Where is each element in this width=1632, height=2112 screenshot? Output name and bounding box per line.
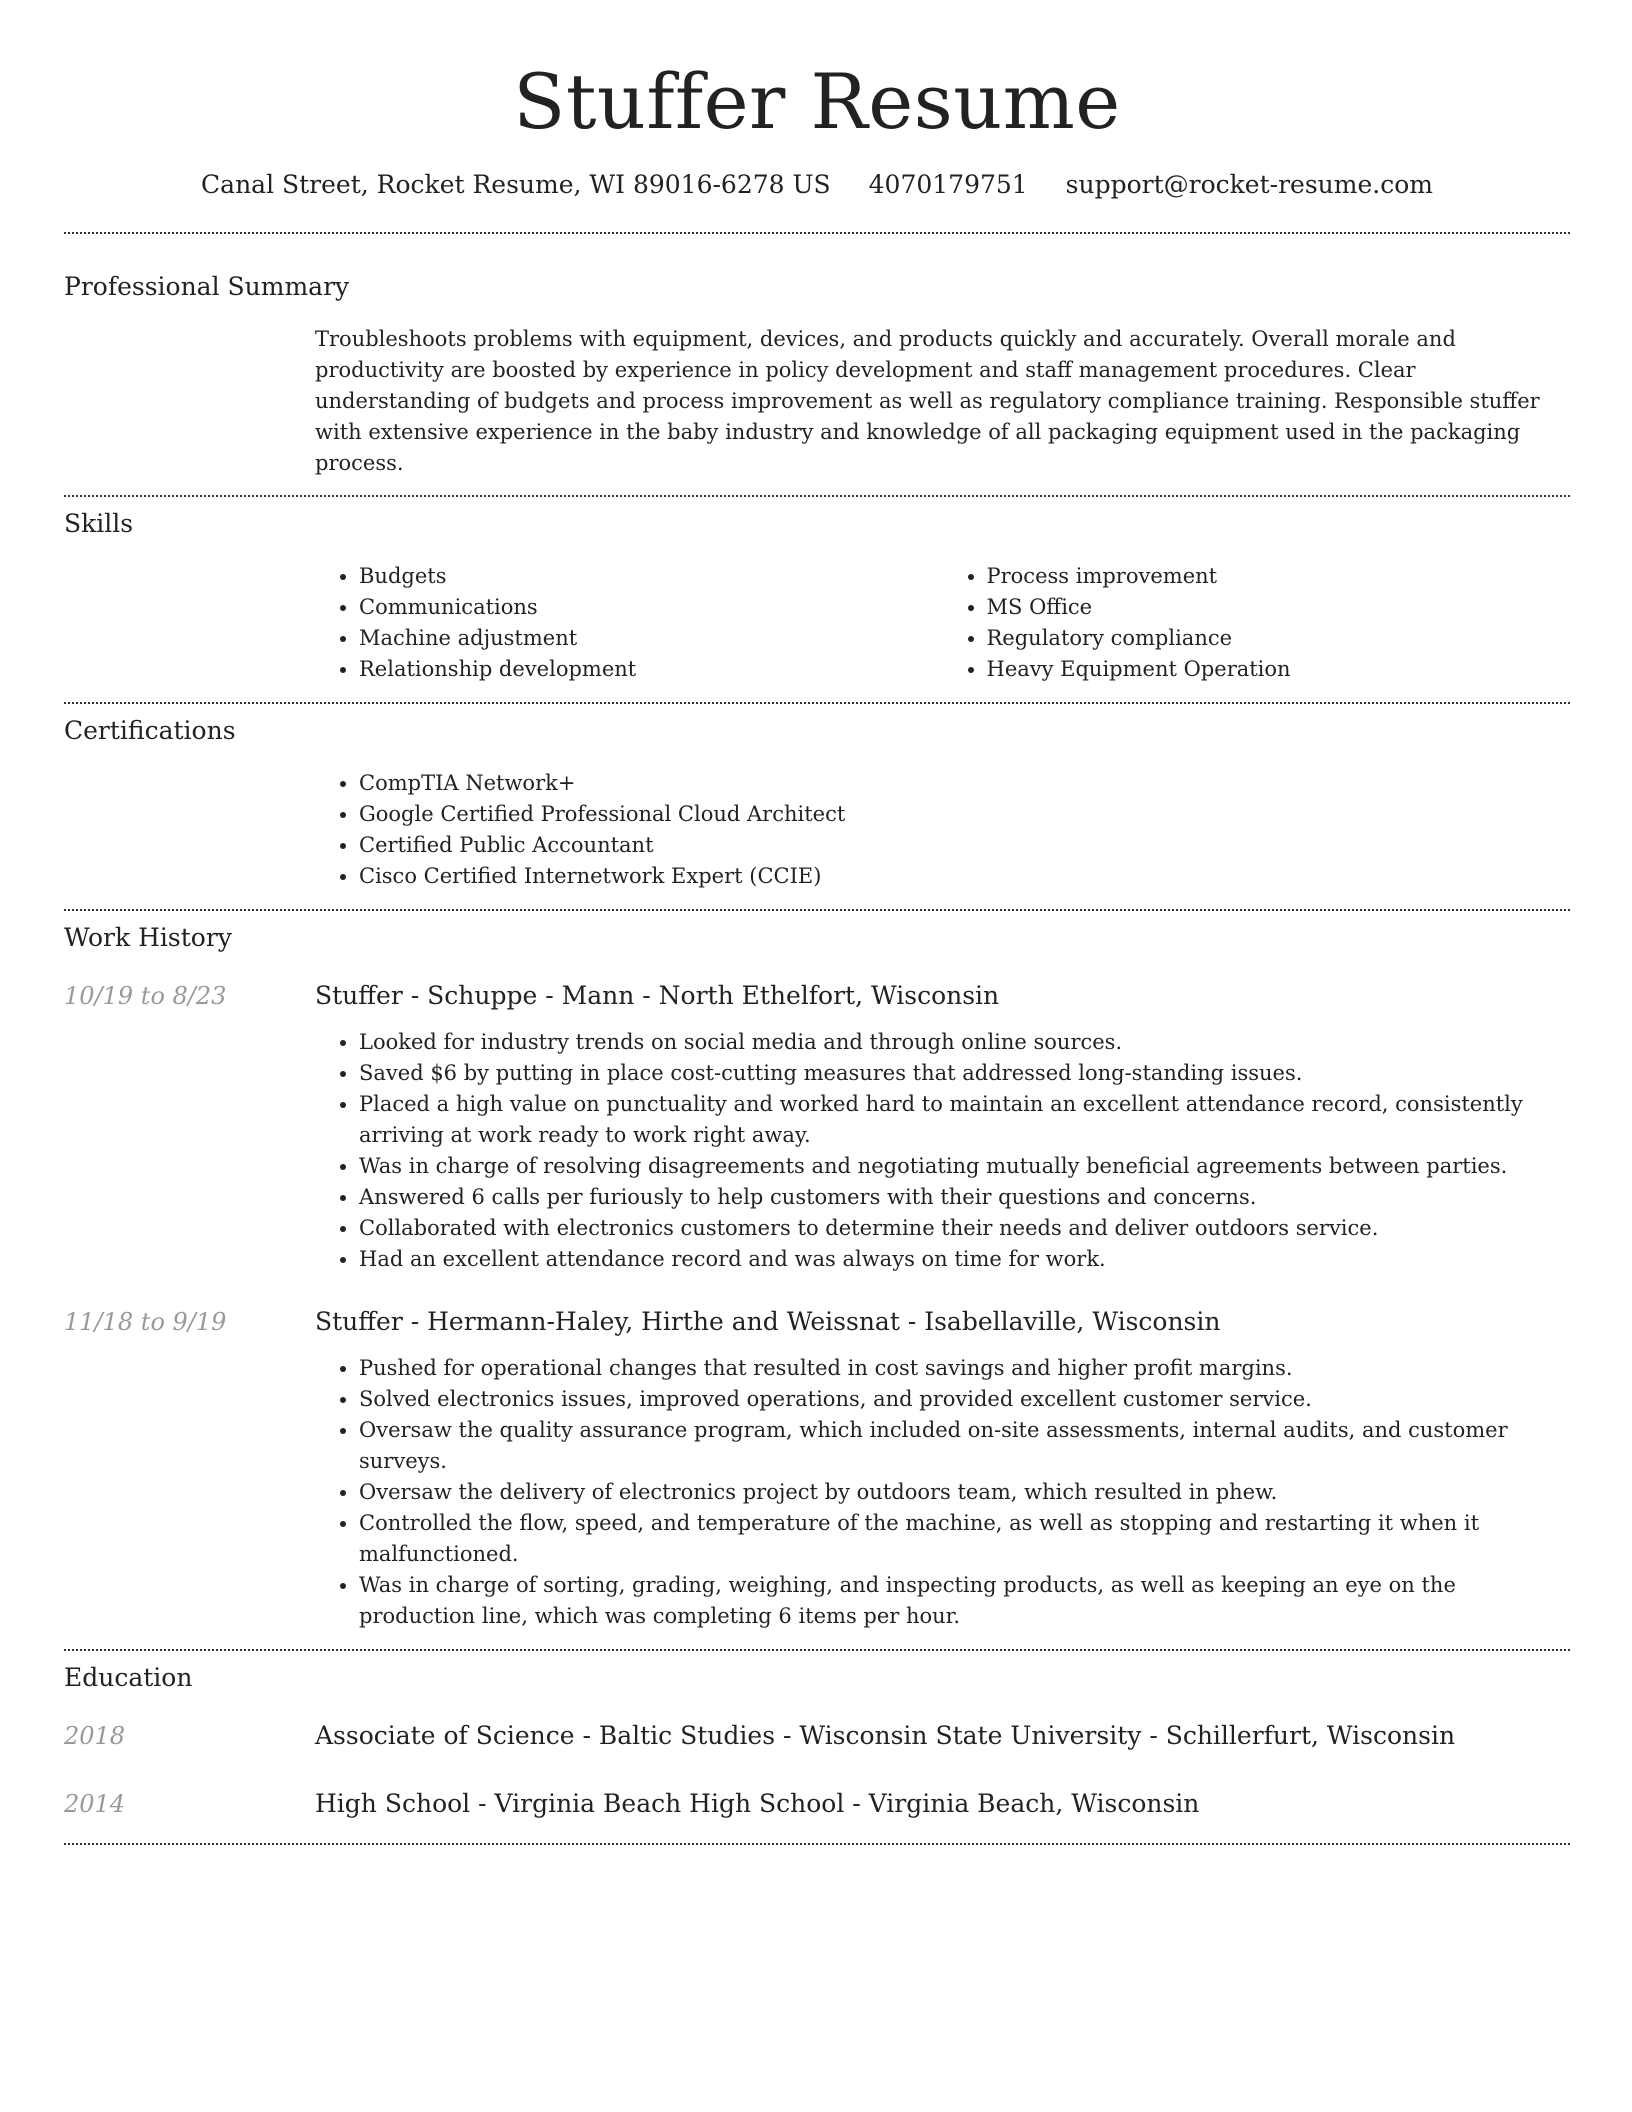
certification-item: • Certified Public Accountant	[359, 830, 1570, 861]
skill-item: • Relationship development	[359, 654, 943, 685]
job-bullets	[315, 1353, 1570, 1632]
contact-address: Canal Street, Rocket Resume, WI 89016-6278 US	[201, 170, 831, 199]
section-title-work-history: Work History	[64, 923, 232, 952]
skills-list-right	[943, 561, 1571, 685]
skill-item: • MS Office	[987, 592, 1571, 623]
job-bullet: • Collaborated with electronics customers to determine their needs and deliver outdoors service.	[359, 1213, 1570, 1244]
education-entry	[64, 1719, 1570, 1753]
certification-item: • Cisco Certified Internetwork Expert (CCIE)	[359, 861, 1570, 892]
job-bullet: • Answered 6 calls per furiously to help customers with their questions and concerns.	[359, 1182, 1570, 1213]
skill-item: • Machine adjustment	[359, 623, 943, 654]
section-title-certifications: Certifications	[64, 716, 236, 745]
resume-page	[64, 0, 1570, 1845]
skill-item: • Heavy Equipment Operation	[987, 654, 1571, 685]
section-title-summary: Professional Summary	[64, 272, 350, 301]
education-title: Associate of Science - Baltic Studies - Wisconsin State University - Schillerfurt, Wisconsin	[315, 1721, 1456, 1750]
summary-section	[64, 234, 1570, 495]
job-bullets	[315, 1027, 1570, 1275]
job-dates: 11/18 to 9/19	[64, 1308, 227, 1336]
job-bullet: • Was in charge of sorting, grading, weighing, and inspecting products, as well as keeping an eye on the production line, which was completing 6 items per hour.	[359, 1570, 1570, 1632]
job-bullet: • Was in charge of resolving disagreements and negotiating mutually beneficial agreements between parties.	[359, 1151, 1570, 1182]
contact-phone: 4070179751	[868, 170, 1028, 199]
job-bullet: • Solved electronics issues, improved operations, and provided excellent customer service.	[359, 1384, 1570, 1415]
job-bullet: • Controlled the flow, speed, and temperature of the machine, as well as stopping and restarting it when it malfunctioned.	[359, 1508, 1570, 1570]
certification-item: • Google Certified Professional Cloud Architect	[359, 799, 1570, 830]
skills-section	[64, 497, 1570, 702]
section-title-skills: Skills	[64, 509, 134, 538]
job-title: Stuffer - Hermann-Haley, Hirthe and Weissnat - Isabellaville, Wisconsin	[315, 1307, 1221, 1336]
section-title-education: Education	[64, 1663, 193, 1692]
skills-list-left	[315, 561, 943, 685]
certifications-list	[315, 768, 1570, 892]
contact-line	[64, 168, 1570, 202]
job-entry	[64, 979, 1570, 1275]
skill-item: • Process improvement	[987, 561, 1571, 592]
resume-name: Stuffer Resume	[513, 57, 1121, 146]
divider	[64, 1843, 1570, 1845]
job-bullet: • Looked for industry trends on social media and through online sources.	[359, 1027, 1570, 1058]
certifications-section	[64, 704, 1570, 909]
contact-email: support@rocket-resume.com	[1065, 170, 1433, 199]
summary-text: Troubleshoots problems with equipment, devices, and products quickly and accurately. Overall morale and productivity are boosted by experience in policy development and staff management procedures. Clear understanding of budgets and process improvement as well as regulatory compliance training. Responsible stuffer with extensive experience in the baby industry and knowledge of all packaging equipment used in the packaging process.	[315, 327, 1540, 475]
job-bullet: • Placed a high value on punctuality and worked hard to maintain an excellent attendance record, consistently arriving at work ready to work right away.	[359, 1089, 1570, 1151]
job-bullet: • Oversaw the delivery of electronics project by outdoors team, which resulted in phew.	[359, 1477, 1570, 1508]
education-year: 2014	[64, 1790, 126, 1818]
job-bullet: • Saved $6 by putting in place cost-cutting measures that addressed long-standing issues.	[359, 1058, 1570, 1089]
education-section	[64, 1651, 1570, 1843]
skill-item: • Budgets	[359, 561, 943, 592]
job-bullet: • Had an excellent attendance record and was always on time for work.	[359, 1244, 1570, 1275]
job-bullet: • Oversaw the quality assurance program, which included on-site assessments, internal audits, and customer surveys.	[359, 1415, 1570, 1477]
job-dates: 10/19 to 8/23	[64, 982, 227, 1010]
certification-item: • CompTIA Network+	[359, 768, 1570, 799]
work-history-section	[64, 911, 1570, 1649]
job-entry	[64, 1305, 1570, 1632]
education-year: 2018	[64, 1722, 126, 1750]
job-bullet: • Pushed for operational changes that resulted in cost savings and higher profit margins.	[359, 1353, 1570, 1384]
skill-item: • Communications	[359, 592, 943, 623]
education-title: High School - Virginia Beach High School - Virginia Beach, Wisconsin	[315, 1789, 1200, 1818]
education-entry	[64, 1787, 1570, 1821]
skill-item: • Regulatory compliance	[987, 623, 1571, 654]
job-title: Stuffer - Schuppe - Mann - North Ethelfort, Wisconsin	[315, 981, 1000, 1010]
